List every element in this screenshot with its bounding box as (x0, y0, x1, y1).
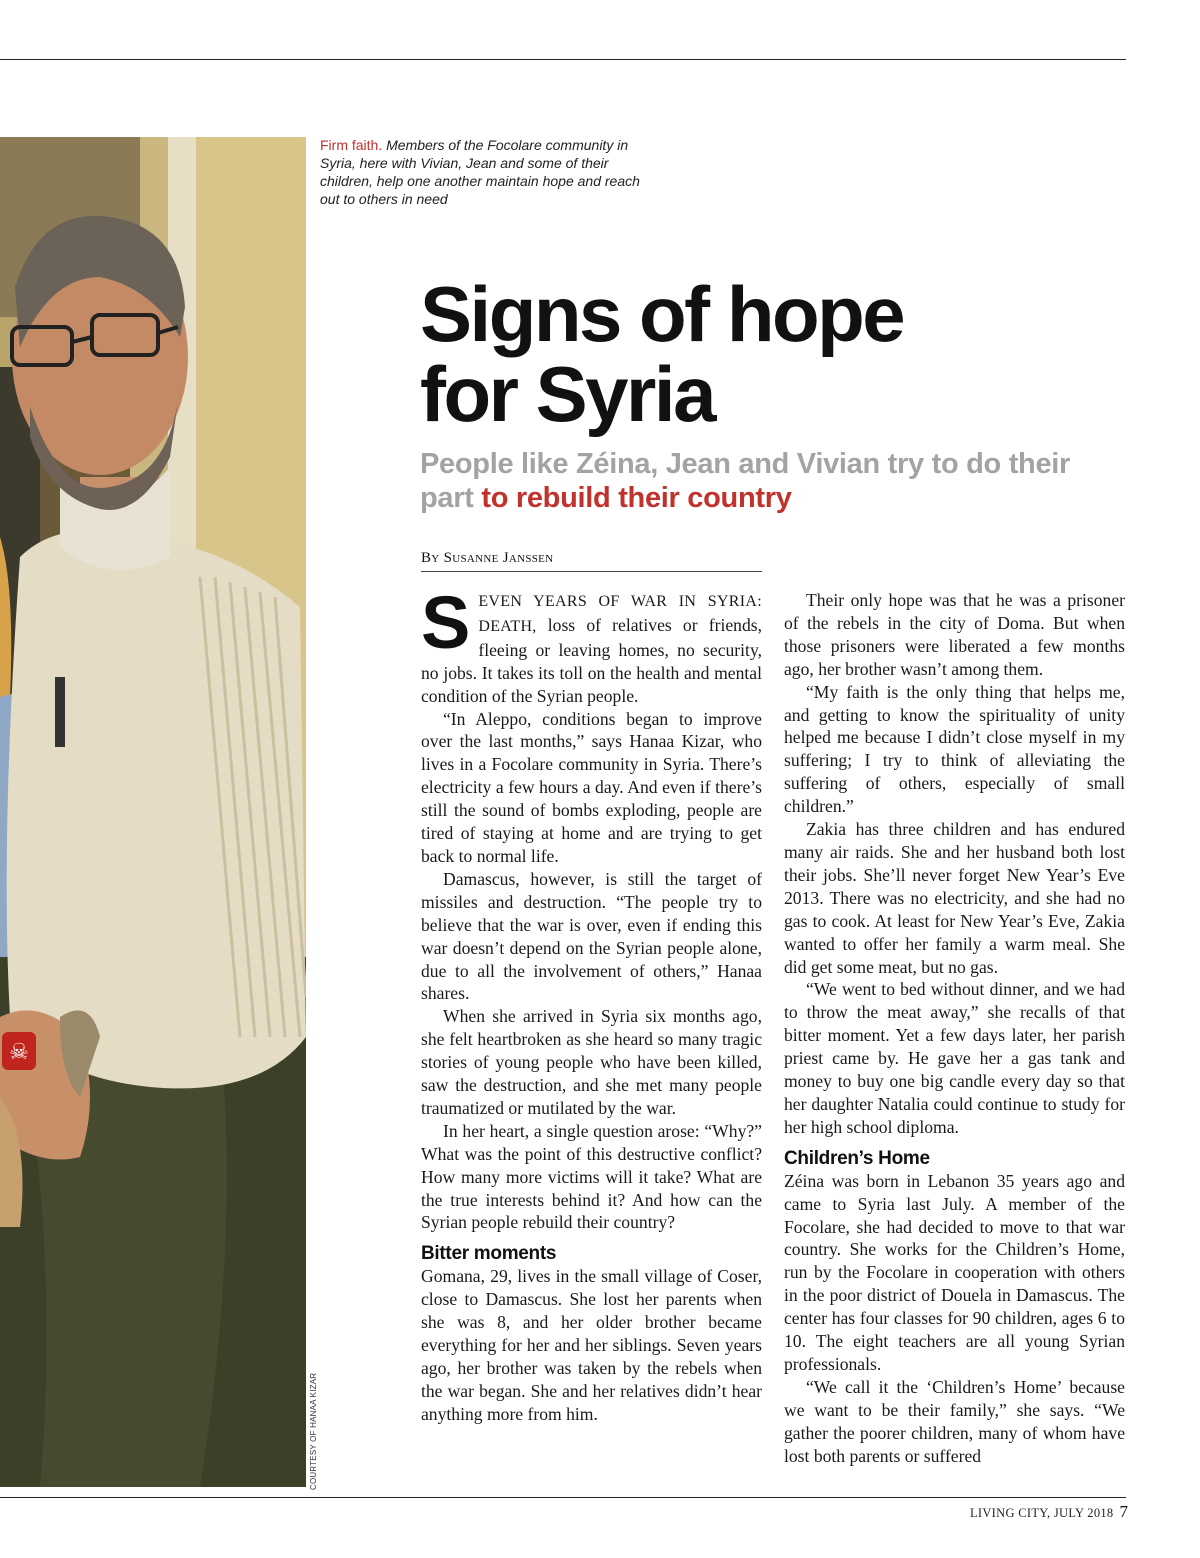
photo-caption (320, 136, 660, 208)
publication-name: LIVING CITY, JULY 2018 (969, 1506, 1114, 1520)
article-column-left (421, 581, 762, 1489)
article-paragraph: Damascus, however, is still the target of missiles and destruction. “The people try to believe that the war is over, even if ending this war doesn’t depend on the Syrian people alone, due to all the involvement of others,” Hanaa shares. (421, 868, 762, 1004)
article-paragraph: “We call it the ‘Children’s Home’ because we want to be their family,” she says. “We gather the poorer children, many of whom have lost both parents or suffered (784, 1376, 1125, 1466)
photo-credit-text: COURTESY OF HANAA KIZAR (309, 1372, 318, 1490)
article-paragraph (421, 581, 762, 708)
drop-cap: S (421, 581, 471, 664)
caption-lead: Firm faith. (320, 137, 383, 153)
subheadline-red: to rebuild their country (481, 482, 792, 514)
article-paragraph: Their only hope was that he was a prisoner of the rebels in the city of Doma. But when those prisoners were liberated a few months ago, her brother wasn’t among them. (784, 590, 1125, 679)
article-paragraph: “We went to bed without dinner, and we had to throw the meat away,” she recalls of that bitter moment. Yet a few days later, her parish priest came by. He gave her a gas tank and money to buy one big candle every day so that her daughter Natalia could continue to study for her high school diploma. (784, 979, 1125, 1137)
article-paragraph: In her heart, a single question arose: “Why?” What was the point of this destructive conflict? How many more victims will it take? What are the true interests behind it? And how can the Syrian people rebuild their country? (421, 1120, 762, 1233)
article-paragraph: Zéina was born in Lebanon 35 years ago and came to Syria last July. A member of the Focolare, she had decided to move to that war country. She works for the Children’s Home, run by the Focolare in cooperation with others in the poor district of Douela in Damascus. The center has four classes for 90 children, ages 6 to 10. The eight teachers are all young Syrian professionals. (784, 1170, 1125, 1374)
subheadline (420, 447, 1080, 515)
section-heading-childrens-home: Children’s Home (784, 1147, 930, 1169)
headline (420, 270, 1060, 438)
top-rule (0, 59, 1126, 60)
caption-text: Members of the Focolare community in Syria, here with Vivian, Jean and some of their children, help one another maintain hope and reach out to others in need (320, 137, 640, 207)
headline-line-1: Signs of hope (420, 270, 904, 358)
page-footer (880, 1502, 1128, 1522)
paragraph-text: loss of relatives or friends, fleeing or leaving homes, no security, no jobs. It takes its toll on the health and mental condition of the Syrian people. (421, 614, 762, 706)
byline: By Susanne Janssen (421, 550, 762, 572)
photo-man-in-sweater (0, 137, 306, 1487)
section-heading-bitter-moments: Bitter moments (421, 1243, 557, 1265)
headline-line-2: for Syria (420, 350, 714, 438)
article-paragraph: “My faith is the only thing that helps me, and getting to know the spirituality of unity helped me because I didn’t close myself in my suffering; I try to think of alleviating the suffering of others, especially of small children.” (784, 681, 1125, 817)
bottom-rule (0, 1497, 1126, 1498)
article-paragraph: When she arrived in Syria six months ago, she felt heartbroken as she heard so many tragic stories of young people who have been killed, saw the destruction, and she met many people traumatized or mutilated by the war. (421, 1006, 762, 1118)
article-column-right (784, 589, 1125, 1489)
article-paragraph: Gomana, 29, lives in the small village of Coser, close to Damascus. She lost her parents when she was 8, and her older brother became everything for her and her siblings. Seven years ago, her brother was taken by the rebels when the war began. She and her relatives didn’t hear anything more from him. (421, 1266, 762, 1424)
page-number: 7 (1119, 1502, 1128, 1521)
subheadline-gray: People like Zéina, Jean and Vivian try to do their part (420, 448, 1071, 514)
article-paragraph: “In Aleppo, conditions began to improve over the last months,” says Hanaa Kizar, who lives in a Focolare community in Syria. There’s electricity a few hours a day. And even if there’s still the sound of bombs exploding, people are tired of staying at home and are trying to get back to normal life. (421, 708, 762, 866)
photo-credit (309, 1372, 321, 1490)
svg-text:☠: ☠ (9, 1040, 29, 1065)
photo-illustration (0, 137, 306, 1487)
lead-in-smallcaps: EVEN YEARS OF WAR IN SYRIA: DEATH, (478, 593, 762, 635)
article-paragraph: Zakia has three children and has endured many air raids. She and her husband both lost their jobs. She’ll never forget New Year’s Eve 2013. There was no electricity, and she had no gas to cook. At least for New Year’s Eve, Zakia wanted to offer her family a warm meal. She did get some meat, but no gas. (784, 819, 1125, 977)
